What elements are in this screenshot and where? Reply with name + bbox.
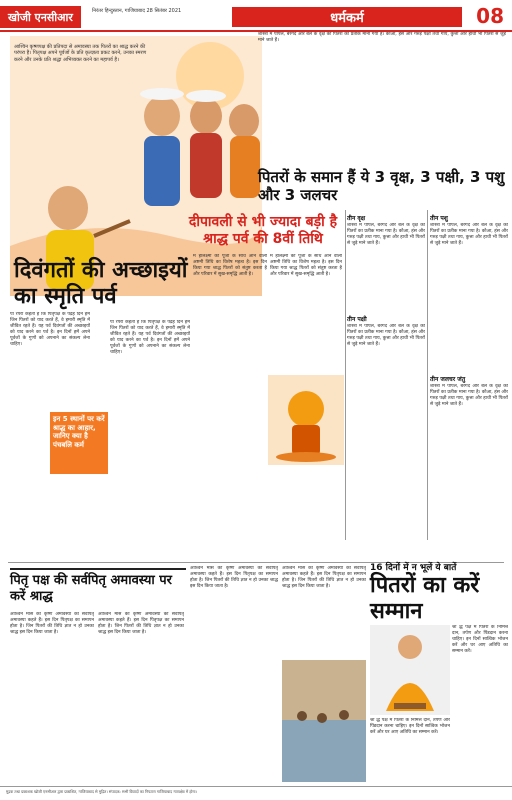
bottom-col-1 <box>10 612 94 782</box>
right-col-1 <box>347 212 425 542</box>
bottom-right-col-2 <box>370 718 450 782</box>
priest-illustration <box>370 625 450 715</box>
pond-image-art <box>282 660 366 782</box>
body-text: आश्विन मास की कृष्ण अमावस्या को सर्वपितृ अमावस्या कहते हैं। इस दिन पितृपक्ष का समापन होता है। जिन पितरों की तिथि ज्ञात न हो उनका श्राद्ध इस दिन किया जाता है। <box>190 566 278 589</box>
body-text: पा रंपरा कहती है कि पितृपक्ष के पंद्रह दिन हम जिन पितरों को याद करते हैं, वे हमारी स्मृति में जीवित रहते हैं। यह पर्व दिवंगतों की अच्छाइयों को याद करने का पर्व है। इन दिनों हमें अपने पूर्वजों के गुणों को अपनाने का संकल्प लेना चाहिए। <box>10 312 90 347</box>
sub-heading-aquatic: तीन जलचर जंतु <box>430 376 466 383</box>
body-text: आश्विन मास की कृष्ण अमावस्या को सर्वपितृ अमावस्या कहते हैं। इस दिन पितृपक्ष का समापन होता है। जिन पितरों की तिथि ज्ञात न हो उनका श्राद्ध इस दिन किया जाता है। <box>282 566 366 589</box>
body-text: श्रा द्ध पक्ष में पितरों के निमित्त दान, तर्पण और पिंडदान करना चाहिए। इन दिनों सात्विक भोजन करें और घर आए अतिथि का सम्मान करें। <box>370 718 450 735</box>
body-text: म हालक्ष्मी की पूजा के साथ आने वाली अष्टमी तिथि का विशेष महत्व है। इस दिन किया गया श्राद्ध पितरों को संतुष्ट करता है और परिवार में सुख-समृद्धि आती है। <box>270 254 342 277</box>
body-text: म हालक्ष्मी की पूजा के साथ आने वाली अष्टमी तिथि का विशेष महत्व है। इस दिन किया गया श्राद्ध पितरों को संतुष्ट करता है और परिवार में सुख-समृद्धि आती है। <box>193 254 267 277</box>
bottom-right-title: पितरों का करें सम्मान <box>370 573 480 624</box>
right-col-2 <box>430 212 508 542</box>
puja-image <box>268 375 344 465</box>
right-col-text: शास्त्रों में पीपल, बरगद और बेल के वृक्ष को पितरों का प्रतीक माना गया है। कौआ, हंस और गरुड़ पक्षी तथा गाय, कुत्ता और हाथी भी पितरों से जुड़े माने जाते हैं। <box>430 223 508 246</box>
bottom-col-2 <box>98 612 184 782</box>
sub-heading-animals: तीन पशु <box>430 215 448 222</box>
bottom-right-col <box>452 625 508 781</box>
body-col-2 <box>110 320 190 560</box>
priest-illustration-art <box>370 625 450 715</box>
intro-text: आश्विन कृष्णपक्ष की प्रतिपदा से अमावस्या तक पितरों का श्राद्ध करने की परंपरा है। पितृपक्ष अपने पूर्वजों के प्रति कृतज्ञता प्रकट करने, उनका स्मरण करने और उनके प्रति श्रद्धा अभिव्यक्त करने का महापर्व है। <box>14 44 147 63</box>
right-intro-column <box>258 32 506 166</box>
body-col-3 <box>193 254 267 554</box>
page-footer: मुद्रक तथा प्रकाशक खोजी एनसीआर द्वारा प्रकाशित, गाजियाबाद से मुद्रित। संपादक: सभी विवादों का निपटारा गाजियाबाद न्यायक्षेत्र में होगा। <box>0 786 512 800</box>
body-text: आश्विन मास की कृष्ण अमावस्या को सर्वपितृ अमावस्या कहते हैं। इस दिन पितृपक्ष का समापन होता है। जिन पितरों की तिथि ज्ञात न हो उनका श्राद्ध इस दिन किया जाता है। <box>10 612 94 635</box>
bottom-col-3 <box>190 566 278 782</box>
column-rule <box>427 210 428 540</box>
sub-heading-birds: तीन पक्षी <box>347 316 367 323</box>
main-headline: दिवंगतों की अच्छाइयों का स्मृति पर्व <box>14 258 188 309</box>
body-text: पा रंपरा कहती है कि पितृपक्ष के पंद्रह दिन हम जिन पितरों को याद करते हैं, वे हमारी स्मृति में जीवित रहते हैं। यह पर्व दिवंगतों की अच्छाइयों को याद करने का पर्व है। इन दिनों हमें अपने पूर्वजों के गुणों को अपनाने का संकल्प लेना चाहिए। <box>110 320 190 355</box>
bottom-left-headline: पितृ पक्ष की सर्वपितृ अमावस्या पर करें श्राद्ध <box>10 568 186 605</box>
section-title: धर्मकर्म <box>232 7 462 27</box>
bottom-right-subhead: 16 दिनों में न भूलें ये बातें <box>370 563 457 573</box>
issue-meta: निरंतर हिन्दुस्तान, गाजियाबाद 28 सितंबर 2021 <box>92 8 182 14</box>
right-col-text: शास्त्रों में पीपल, बरगद और बेल के वृक्ष को पितरों का प्रतीक माना गया है। कौआ, हंस और गरुड़ पक्षी तथा गाय, कुत्ता और हाथी भी पितरों से जुड़े माने जाते हैं। <box>347 324 425 347</box>
right-col-text: शास्त्रों में पीपल, बरगद और बेल के वृक्ष को पितरों का प्रतीक माना गया है। कौआ, हंस और गरुड़ पक्षी तथा गाय, कुत्ता और हाथी भी पितरों से जुड़े माने जाते हैं। <box>347 223 425 246</box>
body-text: आश्विन मास की कृष्ण अमावस्या को सर्वपितृ अमावस्या कहते हैं। इस दिन पितृपक्ष का समापन होता है। जिन पितरों की तिथि ज्ञात न हो उनका श्राद्ध इस दिन किया जाता है। <box>98 612 184 635</box>
bottom-col-4 <box>282 566 366 656</box>
info-box: इन 5 स्थानों पर करें श्राद्ध का आहार, जानिए क्या है पंचबलि कर्म <box>50 412 108 474</box>
puja-image-art <box>268 375 344 465</box>
page-number: 08 <box>476 4 504 28</box>
right-headline: पितरों के समान हैं ये 3 वृक्ष, 3 पक्षी, 3 पशु और 3 जलचर <box>258 168 505 204</box>
bottom-right-headline <box>370 560 508 625</box>
pond-image <box>282 660 366 782</box>
column-rule <box>345 210 346 540</box>
page-header <box>0 0 512 34</box>
sub-heading-trees: तीन वृक्ष <box>347 215 366 222</box>
body-text: श्रा द्ध पक्ष में पितरों के निमित्त दान, तर्पण और पिंडदान करना चाहिए। इन दिनों सात्विक भोजन करें और घर आए अतिथि का सम्मान करें। <box>452 625 508 654</box>
diwali-headline: दीपावली से भी ज्यादा बड़ी है श्राद्ध पर्व की 8वीं तिथि <box>188 214 338 247</box>
right-intro-text: शास्त्रों में पीपल, बरगद और बेल के वृक्ष को पितरों का प्रतीक माना गया है। कौआ, हंस और गरुड़ पक्षी तथा गाय, कुत्ता और हाथी भी पितरों से जुड़े माने जाते हैं। <box>258 32 506 43</box>
body-col-4 <box>270 254 342 374</box>
right-col-text: शास्त्रों में पीपल, बरगद और बेल के वृक्ष को पितरों का प्रतीक माना गया है। कौआ, हंस और गरुड़ पक्षी तथा गाय, कुत्ता और हाथी भी पितरों से जुड़े माने जाते हैं। <box>430 384 508 407</box>
masthead: खोजी एनसीआर <box>0 6 81 28</box>
